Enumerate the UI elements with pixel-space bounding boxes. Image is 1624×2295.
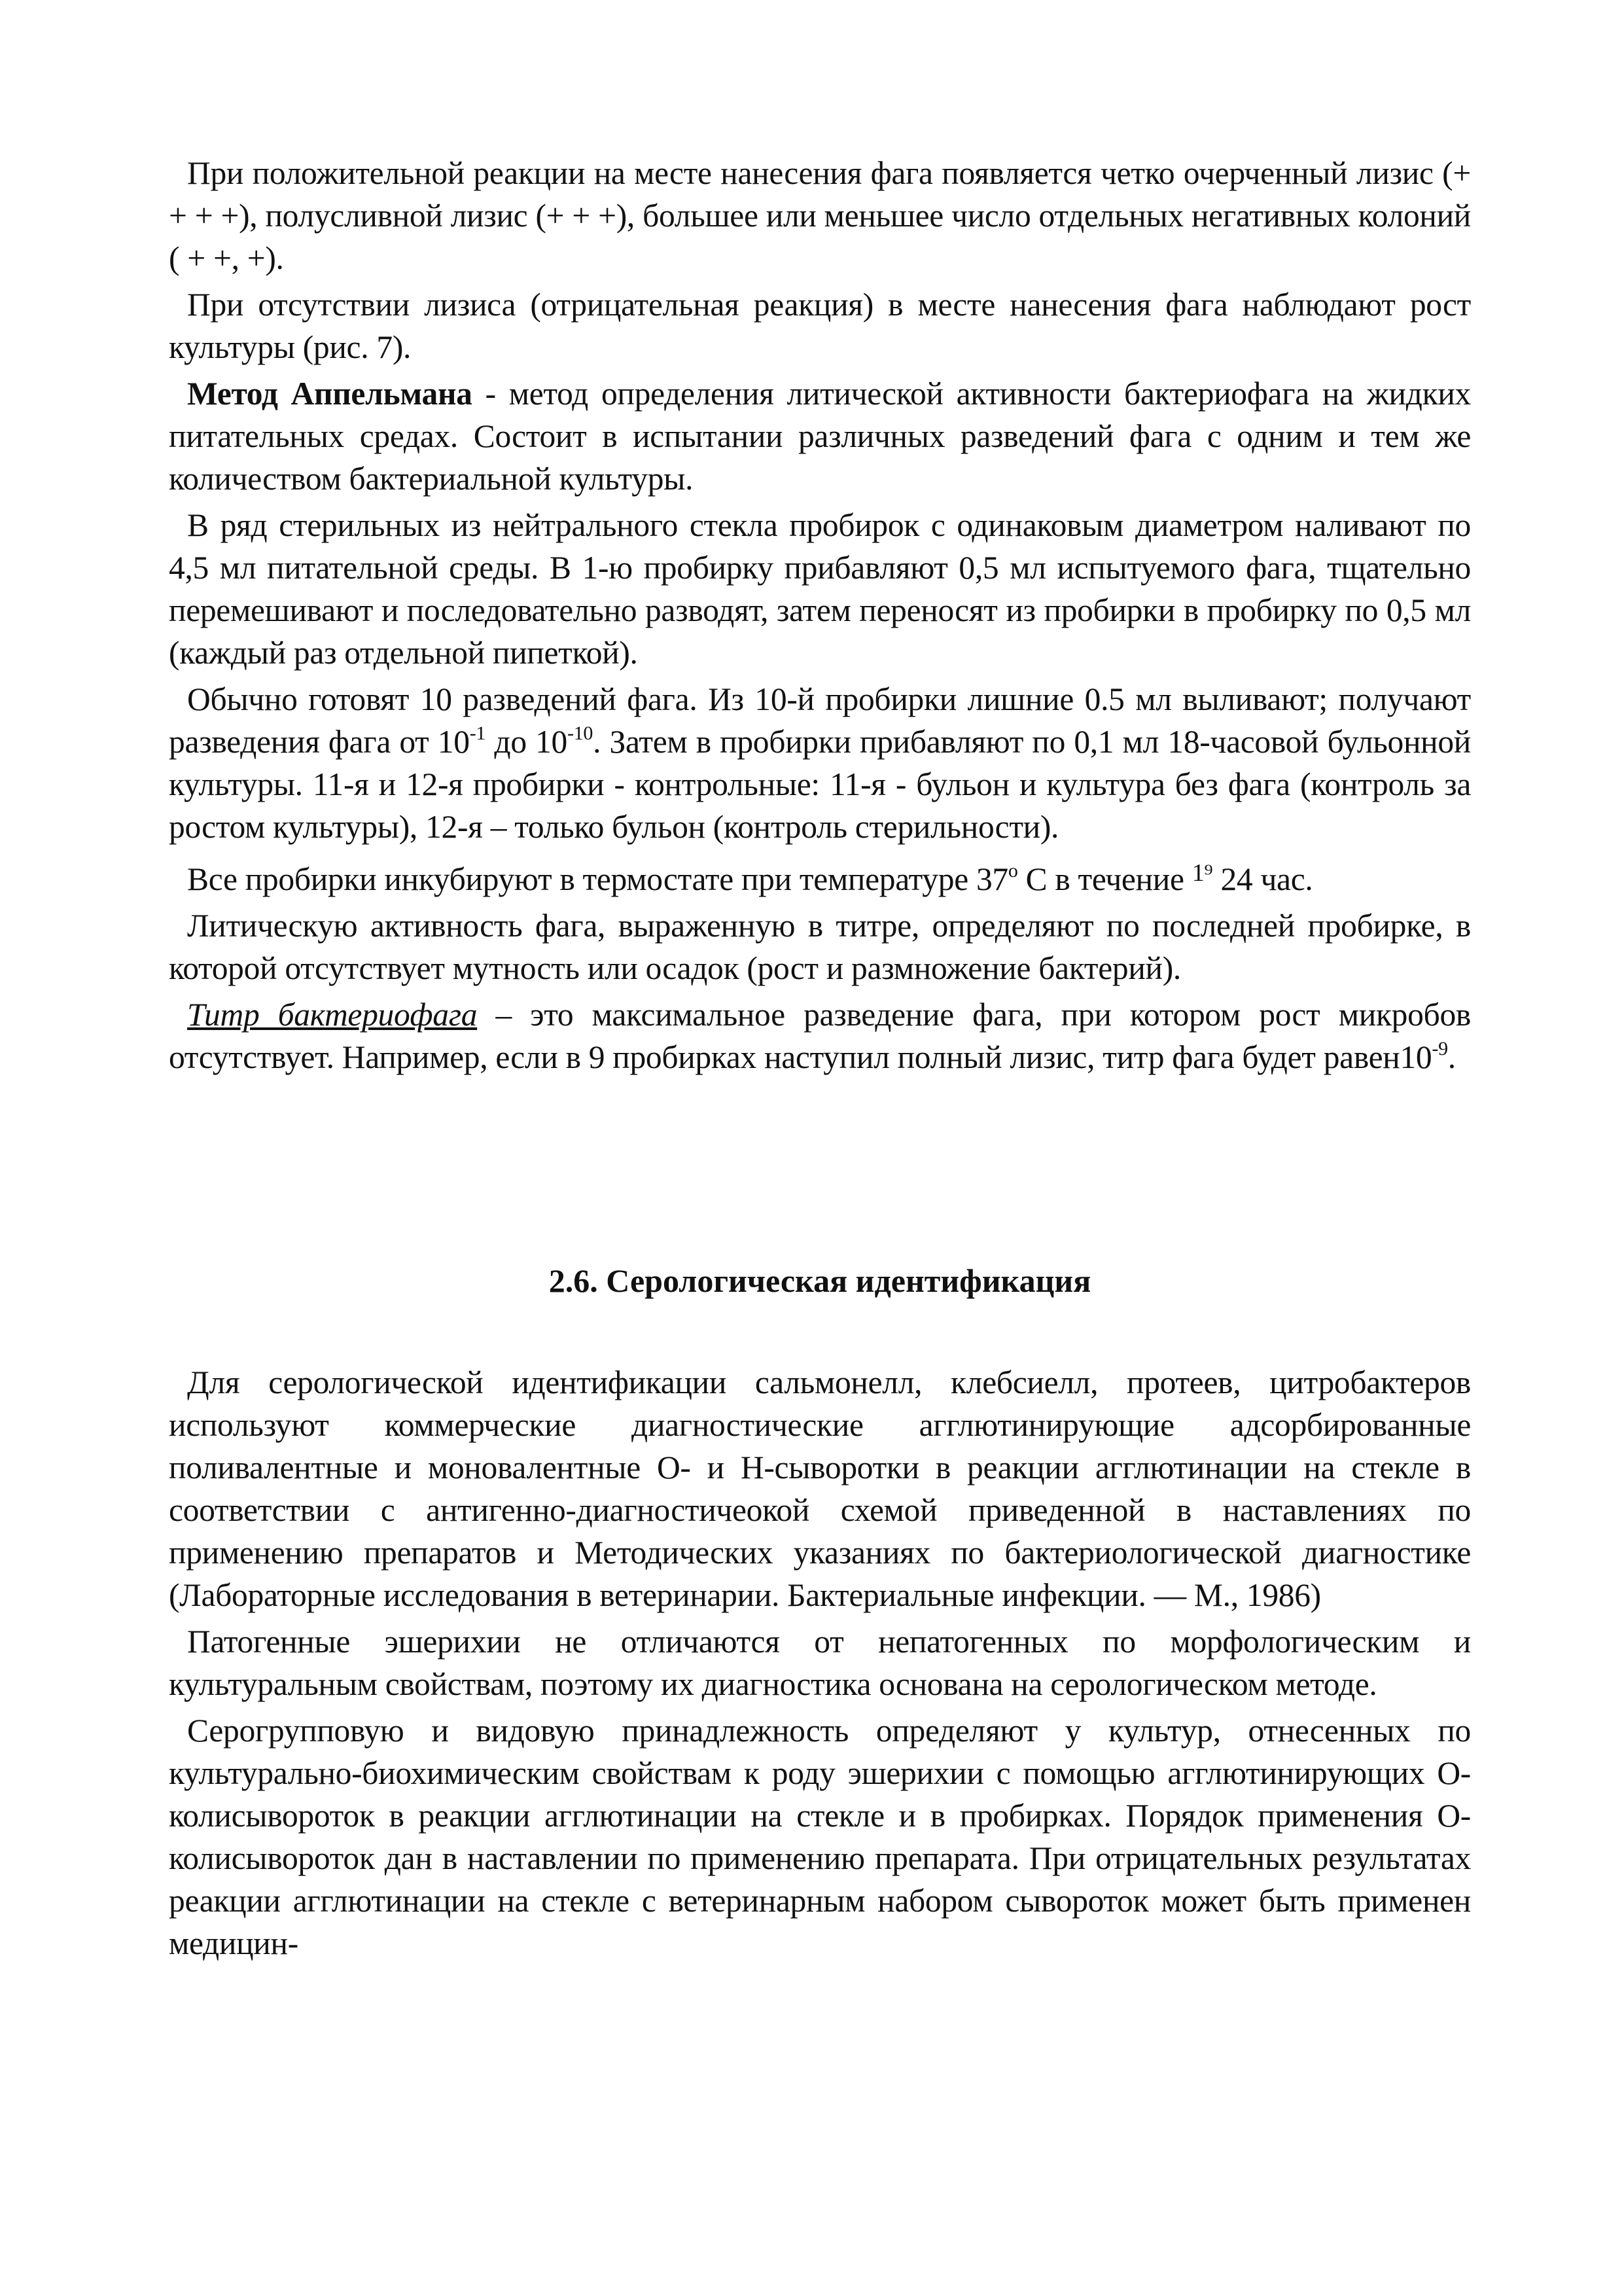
paragraph-tube-preparation: В ряд стерильных из нейтрального стекла пробирок с одинаковым диаметром наливают по 4,5 мл питательной среды. В 1-ю пробирку прибавляют 0,5 мл испытуемого фага, тщательно перемешивают и последовательно разводят, затем переносят из пробирки в пробирку по 0,5 мл (каждый раз отдельной пипеткой). xyxy=(169,507,1471,671)
dilutions-text-c: . Затем в пробирки прибавляют по 0,1 мл 18-часовой бульонной культуры. 11-я и 12-я пробирки - контрольные: 11-я - бульон и культура без фага (контроль за ростом культуры), 12-я – только бульон (контроль стерильности). xyxy=(169,724,1471,845)
paragraph-positive-reaction: При положительной реакции на месте нанесения фага появляется четко очерченный лизис (+ + + +), полусливной лизис (+ + +), большее или меньшее число отдельных негативных колоний ( + +, +). xyxy=(169,155,1471,276)
appelman-definition: - метод определения литической активности бактериофага на жидких питательных средах. Состоит в испытании различных разведений фага с одним и тем же количеством бактериальной культуры. xyxy=(169,376,1472,497)
paragraph-lytic-activity: Литическую активность фага, выраженную в титре, определяют по последней пробирке, в которой отсутствует мутность или осадок (рост и размножение бактерий). xyxy=(169,908,1471,986)
paragraph-pathogenic-escherichia: Патогенные эшерихии не отличаются от непатогенных по морфологическим и культуральным свойствам, поэтому их диагностика основана на серологическом методе. xyxy=(169,1624,1471,1702)
paragraph-dilutions xyxy=(169,678,1471,848)
dilutions-text-b: до 10 xyxy=(485,724,567,760)
paragraph-serological-identification: Для серологической идентификации сальмонелл, клебсиелл, протеев, цитробактеров используют коммерческие диагностические агглютинирующие адсорбированные поливалентные и моновалентные О- и Н-сыворотки в реакции агглютинации на стекле в соответствии с антигенно-диагностичеокой схемой приведенной в наставлениях по применению препаратов и Методических указаниях по бактериологической диагностике (Лабораторные исследования в ветеринарии. Бактериальные инфекции. — М., 1986) xyxy=(169,1364,1471,1613)
term-phage-titer: Титр бактериофага xyxy=(187,997,478,1033)
paragraph-negative-reaction: При отсутствии лизиса (отрицательная реакция) в месте нанесения фага наблюдают рост культуры (рис. 7). xyxy=(169,287,1471,365)
text-block-serology xyxy=(169,1361,1471,1965)
exponent-minus-nine: -9 xyxy=(1432,1038,1448,1059)
paragraph-phage-titer xyxy=(169,993,1471,1078)
term-appelman: Метод Аппельмана xyxy=(187,376,472,412)
degree-mark: о xyxy=(1008,860,1018,881)
exponent-minus-one: -1 xyxy=(469,722,486,744)
incubation-text-b: С в течение xyxy=(1017,861,1192,897)
titer-text-b: . xyxy=(1447,1039,1456,1075)
incubation-text-a: Все пробирки инкубируют в термостате при температуре 37 xyxy=(187,861,1008,897)
titer-text-a: – это максимальное разведение фага, при котором рост микробов отсутствует. Например, если в 9 пробирках наступил полный лизис, титр фага будет равен10 xyxy=(169,997,1471,1075)
paragraph-serogroup: Серогрупповую и видовую принадлежность определяют у культур, отнесенных по культурально-биохимическим свойствам к роду эшерихии с помощью агглютинирующих О-колисывороток в реакции агглютинации на стекле и в пробирках. Порядок применения О-колисывороток дан в наставлении по применению препарата. При отрицательных результатах реакции агглютинации на стекле с ветеринарным набором сывороток может быть применен медицин- xyxy=(169,1713,1471,1961)
exponent-minus-ten: -10 xyxy=(567,722,593,744)
dilutions-text-a: Обычно готовят 10 разведений фага. Из 10-й пробирки лишние 0.5 мл выливают; получают разведения фага от 10 xyxy=(169,681,1471,760)
text-block-phage xyxy=(169,152,1471,1078)
section-heading: 2.6. Серологическая идентификация xyxy=(548,1262,1091,1299)
paragraph-appelman-method xyxy=(169,372,1471,500)
paragraph-incubation xyxy=(169,852,1471,900)
margin-mark: 1⁹ xyxy=(1192,859,1213,887)
incubation-text-c: 24 час. xyxy=(1212,861,1313,897)
